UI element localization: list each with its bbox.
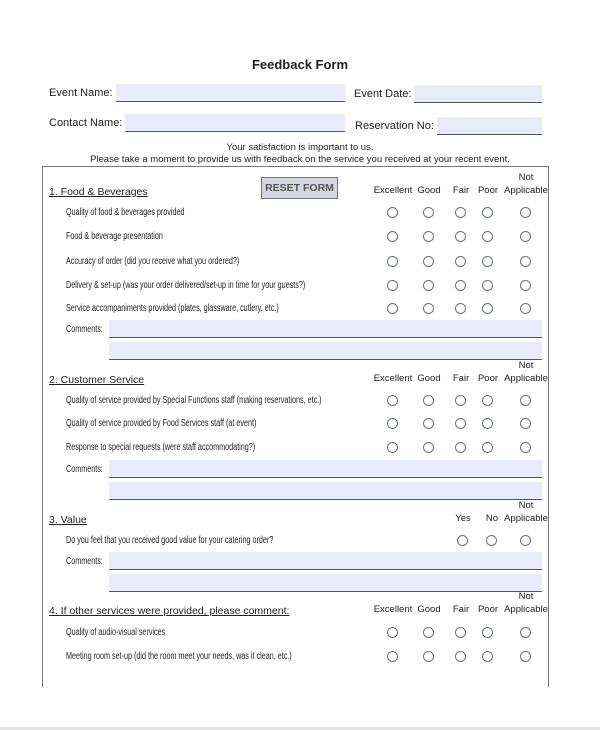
comments-input-line-1[interactable] bbox=[109, 552, 542, 570]
contact-name-label: Contact Name: bbox=[49, 117, 123, 129]
radio-button[interactable] bbox=[455, 418, 466, 429]
radio-button[interactable] bbox=[423, 395, 434, 406]
column-header-not: Not bbox=[518, 591, 534, 602]
question-label: Delivery & set-up (was your order delivered/set-up in time for your guests?) bbox=[66, 280, 306, 291]
radio-button[interactable] bbox=[455, 627, 466, 638]
column-header-not: Not bbox=[518, 500, 534, 511]
radio-button[interactable] bbox=[387, 627, 398, 638]
column-header-applicable: Applicable bbox=[504, 373, 548, 384]
page-title: Feedback Form bbox=[251, 57, 349, 72]
radio-button[interactable] bbox=[423, 442, 434, 453]
column-header: Excellent bbox=[373, 373, 413, 384]
column-header-applicable: Applicable bbox=[504, 185, 548, 196]
radio-button[interactable] bbox=[387, 418, 398, 429]
comments-label: Comments: bbox=[66, 324, 103, 335]
column-header: Excellent bbox=[373, 604, 413, 615]
radio-button[interactable] bbox=[520, 651, 531, 662]
radio-button[interactable] bbox=[482, 303, 493, 314]
radio-button[interactable] bbox=[482, 207, 493, 218]
column-header-applicable: Applicable bbox=[504, 513, 548, 524]
question-label: Food & beverage presentation bbox=[66, 231, 163, 242]
radio-button[interactable] bbox=[423, 303, 434, 314]
radio-button[interactable] bbox=[482, 231, 493, 242]
question-label: Quality of audio-visual services bbox=[66, 627, 166, 638]
column-header-not: Not bbox=[518, 172, 534, 183]
comments-input-line-1[interactable] bbox=[109, 460, 542, 478]
column-header: Yes bbox=[455, 513, 471, 524]
radio-button[interactable] bbox=[423, 418, 434, 429]
radio-button[interactable] bbox=[482, 280, 493, 291]
column-header: Fair bbox=[452, 373, 470, 384]
radio-button[interactable] bbox=[482, 651, 493, 662]
radio-button[interactable] bbox=[423, 651, 434, 662]
radio-button[interactable] bbox=[455, 207, 466, 218]
radio-button[interactable] bbox=[387, 207, 398, 218]
radio-button[interactable] bbox=[482, 442, 493, 453]
radio-button[interactable] bbox=[387, 442, 398, 453]
column-header: Poor bbox=[477, 373, 499, 384]
comments-label: Comments: bbox=[66, 556, 103, 567]
column-header: Fair bbox=[452, 604, 470, 615]
question-label: Quality of food & beverages provided bbox=[66, 207, 185, 218]
column-header-applicable: Applicable bbox=[504, 604, 548, 615]
radio-button[interactable] bbox=[482, 395, 493, 406]
question-label: Accuracy of order (did you receive what you ordered?) bbox=[66, 256, 240, 267]
column-header: Excellent bbox=[373, 185, 413, 196]
question-label: Do you feel that you received good value for your catering order? bbox=[66, 535, 274, 546]
radio-button[interactable] bbox=[520, 395, 531, 406]
comments-label: Comments: bbox=[66, 464, 103, 475]
section-title: 3. Value bbox=[49, 514, 87, 526]
contact-name-input[interactable] bbox=[125, 114, 345, 132]
radio-button[interactable] bbox=[482, 256, 493, 267]
radio-button[interactable] bbox=[520, 303, 531, 314]
reset-form-button[interactable]: RESET FORM bbox=[261, 177, 338, 199]
comments-input-line-2[interactable] bbox=[109, 342, 542, 360]
question-label: Service accompaniments provided (plates, glassware, cutlery, etc.) bbox=[66, 303, 279, 314]
radio-button[interactable] bbox=[457, 535, 468, 546]
section-title: 2. Customer Service bbox=[49, 374, 145, 386]
question-label: Quality of service provided by Food Services staff (at event) bbox=[66, 418, 257, 429]
radio-button[interactable] bbox=[387, 303, 398, 314]
radio-button[interactable] bbox=[520, 418, 531, 429]
radio-button[interactable] bbox=[520, 280, 531, 291]
event-name-label: Event Name: bbox=[49, 87, 113, 99]
radio-button[interactable] bbox=[387, 256, 398, 267]
event-date-row bbox=[354, 85, 542, 103]
radio-button[interactable] bbox=[486, 535, 497, 546]
radio-button[interactable] bbox=[455, 651, 466, 662]
comments-input-line-1[interactable] bbox=[109, 320, 542, 338]
radio-button[interactable] bbox=[423, 207, 434, 218]
radio-button[interactable] bbox=[520, 442, 531, 453]
section-title: 1. Food & Beverages bbox=[49, 186, 148, 198]
column-header: No bbox=[485, 513, 499, 524]
question-label: Response to special requests (were staff accommodating?) bbox=[66, 442, 256, 453]
radio-button[interactable] bbox=[387, 280, 398, 291]
radio-button[interactable] bbox=[520, 627, 531, 638]
column-header: Poor bbox=[477, 604, 499, 615]
column-header: Fair bbox=[452, 185, 470, 196]
radio-button[interactable] bbox=[387, 651, 398, 662]
question-label: Meeting room set-up (did the room meet your needs, was it clean, etc.) bbox=[66, 651, 292, 662]
radio-button[interactable] bbox=[520, 231, 531, 242]
section-title: 4. If other services were provided, please comment: bbox=[49, 605, 290, 617]
radio-button[interactable] bbox=[455, 395, 466, 406]
radio-button[interactable] bbox=[455, 280, 466, 291]
reservation-no-input[interactable] bbox=[437, 117, 542, 135]
radio-button[interactable] bbox=[520, 256, 531, 267]
question-label: Quality of service provided by Special Functions staff (making reservations, etc.) bbox=[66, 395, 322, 406]
radio-button[interactable] bbox=[423, 627, 434, 638]
contact-name-row bbox=[49, 114, 345, 132]
radio-button[interactable] bbox=[482, 627, 493, 638]
intro-line-2: Please take a moment to provide us with feedback on the service you received at your recent event. bbox=[90, 154, 510, 165]
event-name-input[interactable] bbox=[116, 84, 345, 102]
radio-button[interactable] bbox=[423, 231, 434, 242]
radio-button[interactable] bbox=[520, 207, 531, 218]
event-date-input[interactable] bbox=[414, 85, 542, 103]
comments-input-line-2[interactable] bbox=[109, 574, 542, 592]
radio-button[interactable] bbox=[387, 231, 398, 242]
radio-button[interactable] bbox=[455, 256, 466, 267]
reservation-no-label: Reservation No: bbox=[355, 120, 434, 132]
radio-button[interactable] bbox=[423, 256, 434, 267]
column-header: Good bbox=[417, 373, 441, 384]
column-header: Good bbox=[417, 604, 441, 615]
intro-line-1: Your satisfaction is important to us. bbox=[226, 142, 374, 153]
radio-button[interactable] bbox=[455, 303, 466, 314]
column-header-not: Not bbox=[518, 360, 534, 371]
comments-input-line-2[interactable] bbox=[109, 482, 542, 500]
event-date-label: Event Date: bbox=[354, 88, 412, 100]
event-name-row bbox=[49, 84, 345, 102]
radio-button[interactable] bbox=[387, 395, 398, 406]
reservation-no-row bbox=[355, 117, 542, 135]
radio-button[interactable] bbox=[520, 535, 531, 546]
radio-button[interactable] bbox=[423, 280, 434, 291]
column-header: Poor bbox=[477, 185, 499, 196]
radio-button[interactable] bbox=[455, 231, 466, 242]
column-header: Good bbox=[417, 185, 441, 196]
radio-button[interactable] bbox=[482, 418, 493, 429]
radio-button[interactable] bbox=[455, 442, 466, 453]
